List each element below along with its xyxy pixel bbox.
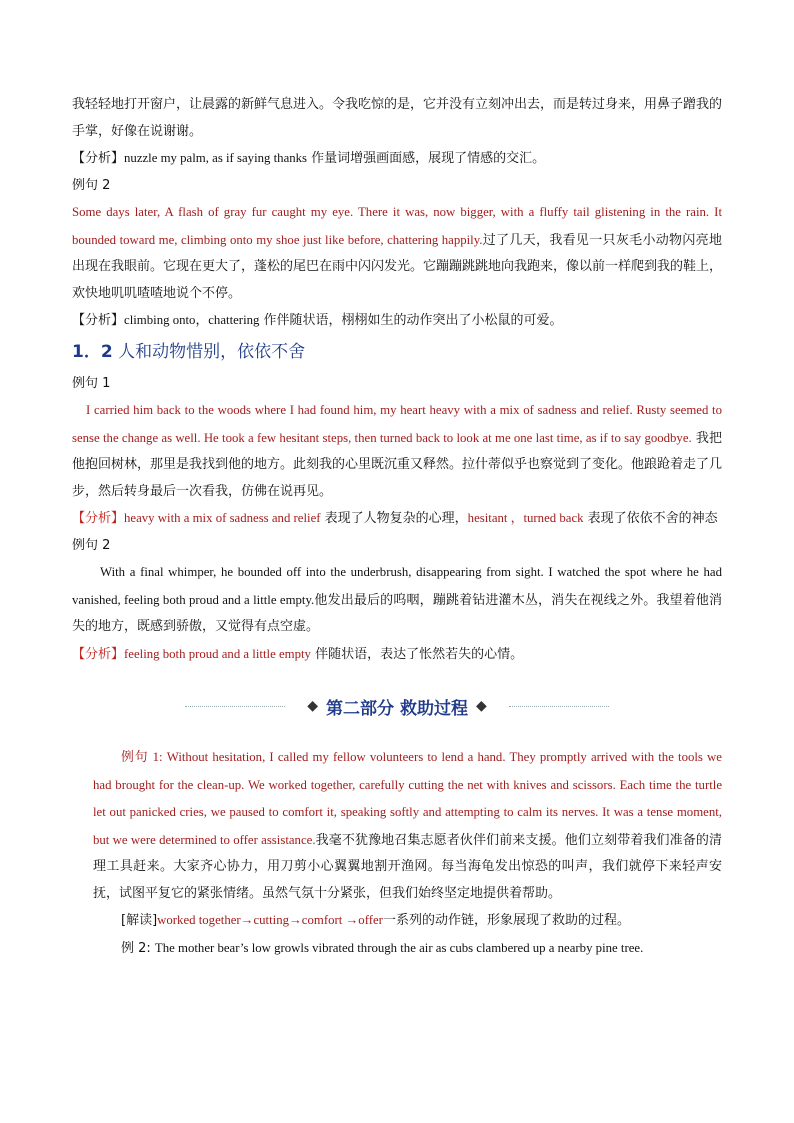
example-zh: 他发出最后的呜咽，蹦跳着钻进灌木丛，消失在视线之外。我望着他消失的地方，既感到骄傲，又觉得有点空虚。: [72, 592, 722, 634]
analysis-bracket: 【分析】: [72, 313, 125, 328]
analysis-en: nuzzle my palm, as if saying thanks: [124, 151, 308, 165]
analysis-bracket: 【分析】: [72, 511, 125, 526]
part2-content: [72, 744, 722, 962]
part-title: 第二部分 救助过程: [326, 698, 468, 719]
analysis-en-2: hesitant ，turned back: [467, 511, 584, 525]
example-en: I carried him back to the woods where I had found him, my heart heavy with a mix of sadness and relief. Rusty seemed to sense the change as well. He took a few hesitant steps, then turned back to look at me one last time, as if to say goodbye.: [72, 403, 722, 445]
jiedu-zh: 一系列的动作链，形象展现了救助的过程。: [382, 913, 630, 928]
heading-text: 人和动物惜别，依依不舍: [118, 341, 306, 362]
example-en: Some days later, A flash of gray fur caught my eye. There it was, now bigger, with a fluffy tail glistening in the rain. It bounded toward me, climbing onto my shoe just like before, chattering happily.: [72, 205, 722, 247]
example-label: 例句 2: [72, 537, 111, 553]
analysis-line: [72, 641, 722, 669]
analysis-line: [72, 145, 722, 173]
example-paragraph: [93, 935, 722, 963]
analysis-en: climbing onto，chattering: [124, 313, 260, 327]
analysis-zh-2: 表现了依依不舍的神态: [583, 511, 718, 526]
analysis-zh: 作伴随状语，栩栩如生的动作突出了小松鼠的可爱。: [259, 313, 563, 328]
section-heading: [72, 337, 722, 367]
example-label: 例句 1:: [121, 750, 167, 764]
example-paragraph: [72, 199, 722, 307]
example-en: With a final whimper, he bounded off into the underbrush, disappearing from sight. I watched the spot where he had vanished, feeling both proud and a little empty.: [72, 565, 722, 607]
example-zh: 我毫不犹豫地召集志愿者伙伴们前来支援。他们立刻带着我们准备的清理工具赶来。大家齐心协力，用刀剪小心翼翼地割开渔网。每当海龟发出惊恐的叫声，我们就停下来轻声安抚，试图平复它的紧张情绪。虽然气氛十分紧张，但我们始终坚定地提供着帮助。: [93, 832, 722, 901]
document-page: [72, 92, 722, 962]
example-label: 例句 2: [72, 177, 111, 193]
analysis-zh: 伴随状语，表达了怅然若失的心情。: [310, 646, 524, 662]
analysis-en: heavy with a mix of sadness and relief: [124, 511, 321, 525]
analysis-line: [72, 307, 722, 335]
example-paragraph: [93, 744, 722, 907]
diamond-icon: ◆: [307, 698, 319, 714]
example-label: 例句 1: [72, 375, 111, 391]
paragraph-zh: 我轻轻地打开窗户，让晨露的新鲜气息进入。令我吃惊的是，它并没有立刻冲出去，而是转过身来，用鼻子蹭我的手掌，好像在说谢谢。: [72, 97, 723, 139]
example-zh: 我把他抱回树林，那里是我找到他的地方。此刻我的心里既沉重又释然。拉什蒂似乎也察觉到了变化。他踉跄着走了几步，然后转身最后一次看我，仿佛在说再见。: [72, 430, 723, 499]
example-paragraph: [72, 397, 722, 505]
analysis-bracket: 【分析】: [72, 646, 125, 662]
section-separator: [72, 686, 722, 726]
analysis-bracket: 【分析】: [72, 151, 125, 166]
example-en: Without hesitation, I called my fellow volunteers to lend a hand. They promptly arrived with the tools we had brought for the clean-up. We worked together, carefully cutting the net with knives and scissors. Each time the turtle let out panicked cries, we paused to comfort it, speaking softly and attempting to calm its nerves. It was a tense moment, but we were determined to offer assistance.: [93, 750, 722, 847]
analysis-line: [72, 505, 722, 533]
jiedu-label: [解读]: [121, 913, 158, 928]
separator-line-right: [509, 706, 609, 707]
example-en: The mother bear’s low growls vibrated through the air as cubs clambered up a nearby pine tree.: [154, 940, 644, 955]
example-paragraph: [72, 559, 722, 641]
example-zh: 过了几天，我看见一只灰毛小动物闪亮地出现在我眼前。它现在更大了，蓬松的尾巴在雨中闪闪发光。它蹦蹦跳跳地向我跑来，像以前一样爬到我的鞋上，欢快地叽叽喳喳地说个不停。: [72, 232, 723, 301]
example-label: 例 2:: [121, 940, 155, 956]
jiedu-line: [93, 907, 722, 935]
analysis-en: feeling both proud and a little empty: [124, 646, 311, 661]
heading-number: 1．2: [72, 341, 113, 362]
jiedu-en: worked together→cutting→comfort →offer: [157, 913, 383, 927]
analysis-zh: 作量词增强画面感，展现了情感的交汇。: [307, 151, 546, 166]
analysis-zh: 表现了人物复杂的心理，: [320, 511, 468, 526]
diamond-icon: ◆: [475, 698, 487, 714]
separator-line-left: [185, 706, 285, 707]
